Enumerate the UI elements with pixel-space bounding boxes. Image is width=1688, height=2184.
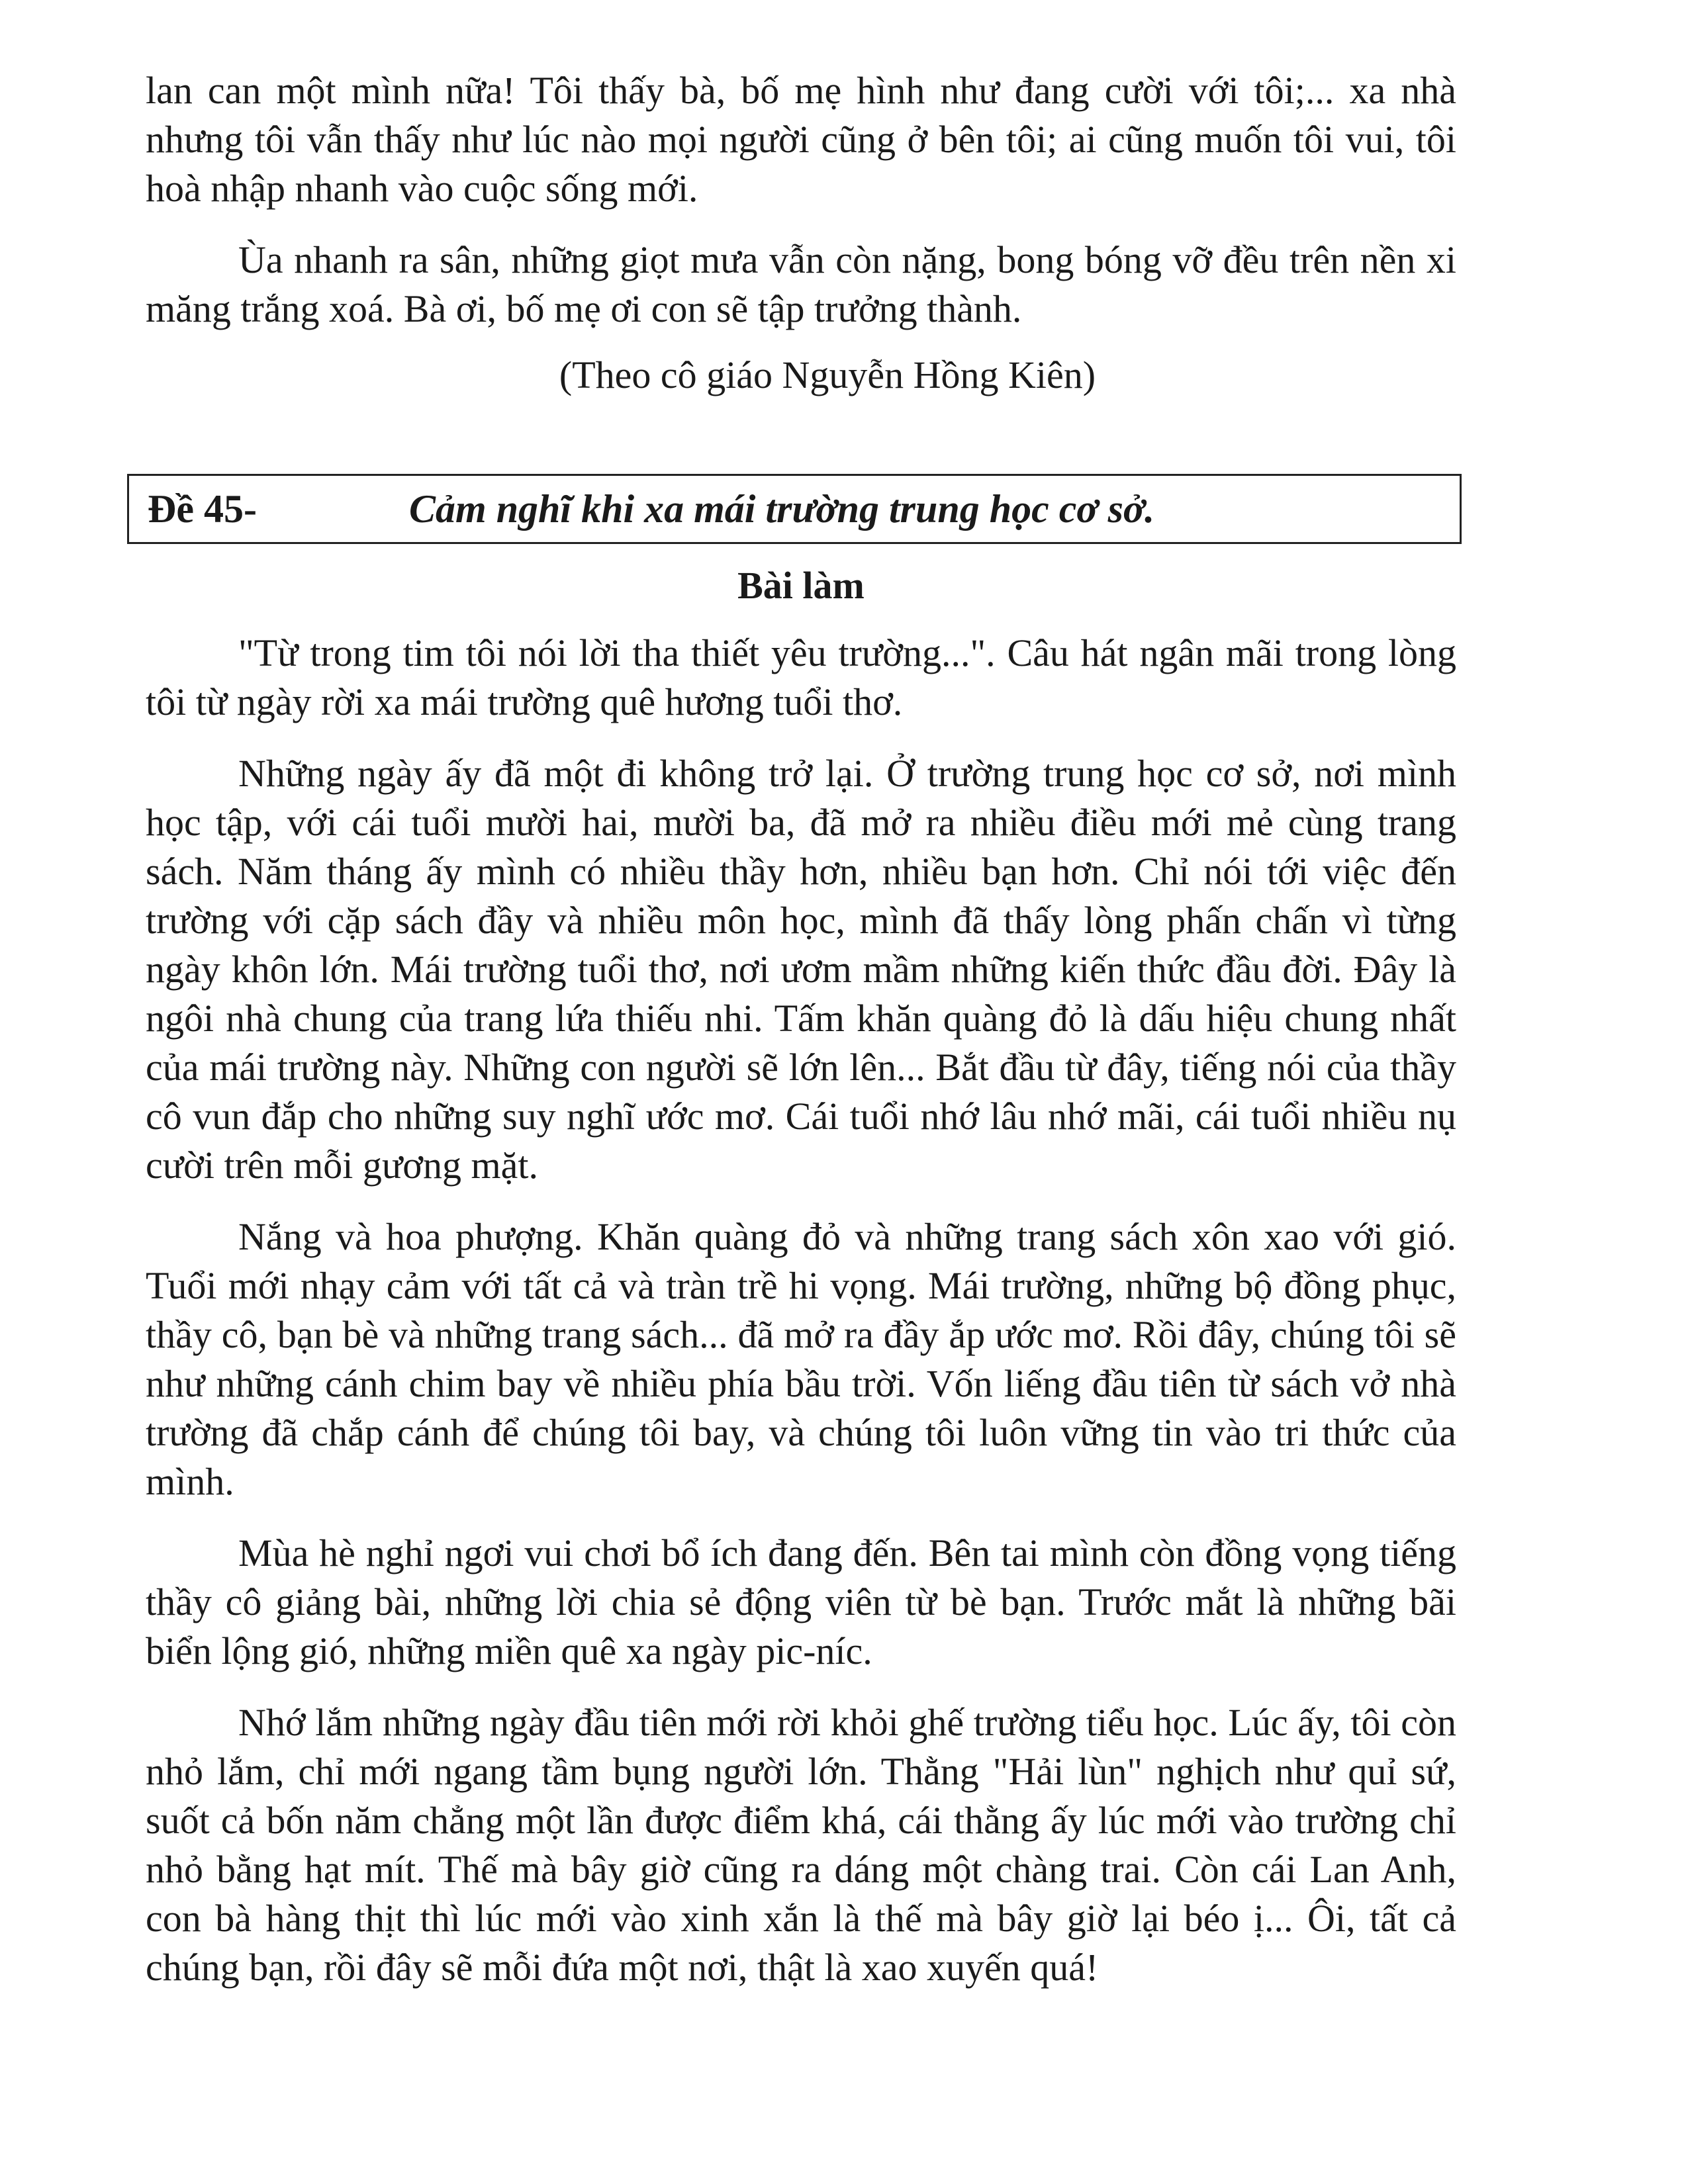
- intro-paragraph-2: Ùa nhanh ra sân, những giọt mưa vẫn còn nặng, bong bóng vỡ đều trên nền xi măng trắng xoá. Bà ơi, bố mẹ ơi con sẽ tập trưởng thành.: [146, 238, 1456, 330]
- exercise-title-box: [127, 474, 1462, 544]
- intro-paragraph-1: lan can một mình nữa! Tôi thấy bà, bố mẹ hình như đang cười với tôi;... xa nhà nhưng tôi vẫn thấy như lúc nào mọi người cũng ở bên tôi; ai cũng muốn tôi vui, tôi hoà nhập nhanh vào cuộc sống mới.: [146, 69, 1456, 210]
- exercise-number: Đề 45-: [148, 486, 257, 531]
- source-citation: (Theo cô giáo Nguyễn Hồng Kiên): [559, 353, 1096, 396]
- essay-paragraph-2: Những ngày ấy đã một đi không trở lại. Ở trường trung học cơ sở, nơi mình học tập, với cái tuổi mười hai, mười ba, đã mở ra nhiều điều mới mẻ cùng trang sách. Năm tháng ấy mình có nhiều thầy hơn, nhiều bạn hơn. Chỉ nói tới việc đến trường với cặp sách đầy và nhiều môn học, mình đã thấy lòng phấn chấn vì từng ngày khôn lớn. Mái trường tuổi thơ, nơi ươm mầm những kiến thức đầu đời. Đây là ngôi nhà chung của trang lứa thiếu nhi. Tấm khăn quàng đỏ là dấu hiệu chung nhất của mái trường này. Những con người sẽ lớn lên... Bắt đầu từ đây, tiếng nói của thầy cô vun đắp cho những suy nghĩ ước mơ. Cái tuổi nhớ lâu nhớ mãi, cái tuổi nhiều nụ cười trên mỗi gương mặt.: [146, 752, 1456, 1187]
- intro-section: [146, 66, 1456, 334]
- essay-body: [146, 629, 1456, 1992]
- essay-paragraph-5: Nhớ lắm những ngày đầu tiên mới rời khỏi ghế trường tiểu học. Lúc ấy, tôi còn nhỏ lắm, chỉ mới ngang tầm bụng người lớn. Thằng "Hải lùn" nghịch như quỉ sứ, suốt cả bốn năm chẳng một lần được điểm khá, cái thằng ấy lúc mới vào trường chỉ nhỏ bằng hạt mít. Thế mà bây giờ cũng ra dáng một chàng trai. Còn cái Lan Anh, con bà hàng thịt thì lúc mới vào xinh xắn là thế mà bây giờ lại béo ị... Ôi, tất cả chúng bạn, rồi đây sẽ mỗi đứa một nơi, thật là xao xuyến quá!: [146, 1701, 1456, 1989]
- essay-paragraph-4: Mùa hè nghỉ ngơi vui chơi bổ ích đang đến. Bên tai mình còn đồng vọng tiếng thầy cô giảng bài, những lời chia sẻ động viên từ bè bạn. Trước mắt là những bãi biển lộng gió, những miền quê xa ngày pic-níc.: [146, 1531, 1456, 1672]
- essay-heading: Bài làm: [737, 564, 865, 607]
- exercise-topic: Cảm nghĩ khi xa mái trường trung học cơ sở.: [409, 486, 1155, 531]
- essay-paragraph-3: Nắng và hoa phượng. Khăn quàng đỏ và những trang sách xôn xao với gió. Tuổi mới nhạy cảm với tất cả và tràn trề hi vọng. Mái trường, những bộ đồng phục, thầy cô, bạn bè và những trang sách... đã mở ra đầy ắp ước mơ. Rồi đây, chúng tôi sẽ như những cánh chim bay về nhiều phía bầu trời. Vốn liếng đầu tiên từ sách vở nhà trường đã chắp cánh để chúng tôi bay, và chúng tôi luôn vững tin vào tri thức của mình.: [146, 1215, 1456, 1503]
- essay-paragraph-1: "Từ trong tim tôi nói lời tha thiết yêu trường...". Câu hát ngân mãi trong lòng tôi từ ngày rời xa mái trường quê hương tuổi thơ.: [146, 631, 1456, 723]
